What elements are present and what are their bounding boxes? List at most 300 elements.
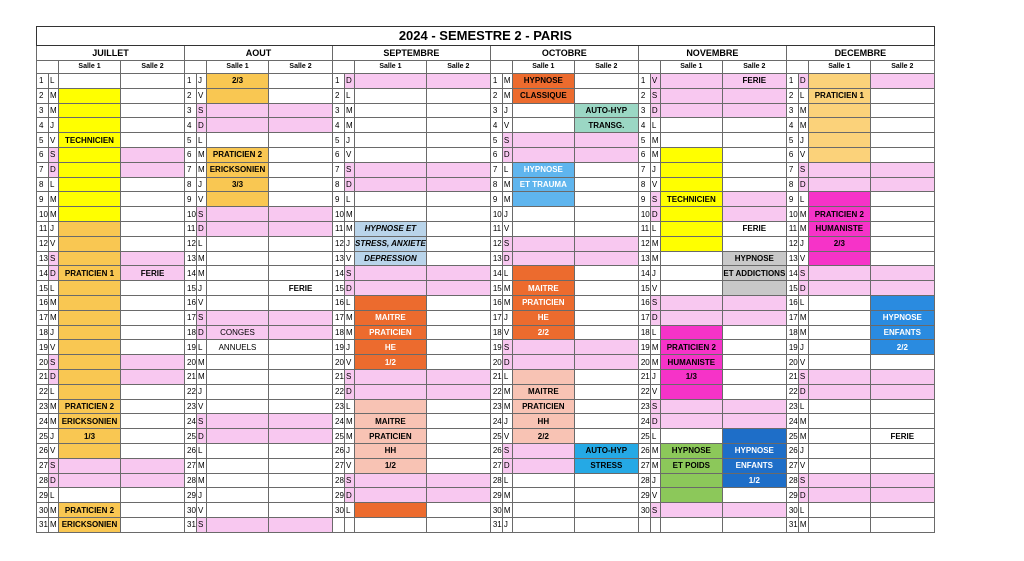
room2-cell[interactable] (426, 103, 490, 118)
room2-cell[interactable]: HYPNOSE (722, 443, 786, 458)
room1-cell[interactable] (59, 221, 121, 236)
room1-cell[interactable] (660, 118, 722, 133)
room2-cell[interactable] (870, 266, 934, 281)
room1-cell[interactable] (59, 118, 121, 133)
room1-cell[interactable]: ERICKSONIEN (59, 517, 121, 532)
room1-cell[interactable] (660, 399, 722, 414)
room1-cell[interactable]: HUMANISTE (660, 355, 722, 370)
room1-cell[interactable] (512, 192, 574, 207)
room1-cell[interactable] (207, 133, 269, 148)
room2-cell[interactable] (426, 88, 490, 103)
room1-cell[interactable] (660, 103, 722, 118)
room2-cell[interactable] (426, 325, 490, 340)
room2-cell[interactable] (269, 177, 333, 192)
room1-cell[interactable] (808, 429, 870, 444)
room2-cell[interactable] (870, 295, 934, 310)
room2-cell[interactable] (426, 517, 490, 532)
room2-cell[interactable] (426, 221, 490, 236)
room2-cell[interactable] (574, 473, 638, 488)
room1-cell[interactable]: HYPNOSE ET (355, 221, 427, 236)
room2-cell[interactable] (870, 355, 934, 370)
room2-cell[interactable] (269, 133, 333, 148)
room1-cell[interactable] (808, 503, 870, 518)
room1-cell[interactable] (808, 118, 870, 133)
room1-cell[interactable] (59, 325, 121, 340)
room2-cell[interactable] (870, 443, 934, 458)
room1-cell[interactable] (355, 488, 427, 503)
room1-cell[interactable] (512, 147, 574, 162)
room2-cell[interactable] (121, 147, 185, 162)
room1-cell[interactable] (660, 414, 722, 429)
room1-cell[interactable]: PRATICIEN 2 (660, 340, 722, 355)
room2-cell[interactable] (870, 147, 934, 162)
room1-cell[interactable]: MAITRE (512, 384, 574, 399)
room1-cell[interactable] (59, 251, 121, 266)
room2-cell[interactable] (121, 236, 185, 251)
room2-cell[interactable] (722, 236, 786, 251)
room2-cell[interactable] (121, 443, 185, 458)
room1-cell[interactable] (207, 88, 269, 103)
room2-cell[interactable] (722, 103, 786, 118)
room1-cell[interactable]: DEPRESSION (355, 251, 427, 266)
room1-cell[interactable] (660, 503, 722, 518)
room1-cell[interactable] (207, 355, 269, 370)
room1-cell[interactable] (660, 310, 722, 325)
room2-cell[interactable] (269, 221, 333, 236)
room1-cell[interactable] (355, 281, 427, 296)
room2-cell[interactable] (426, 236, 490, 251)
room2-cell[interactable] (870, 207, 934, 222)
room2-cell[interactable] (121, 221, 185, 236)
room2-cell[interactable] (269, 458, 333, 473)
room1-cell[interactable] (59, 488, 121, 503)
room2-cell[interactable] (269, 473, 333, 488)
room2-cell[interactable] (574, 281, 638, 296)
room1-cell[interactable] (808, 414, 870, 429)
room1-cell[interactable] (59, 88, 121, 103)
room1-cell[interactable] (59, 384, 121, 399)
room2-cell[interactable] (722, 118, 786, 133)
room2-cell[interactable] (574, 488, 638, 503)
room1-cell[interactable]: PRATICIEN 2 (59, 503, 121, 518)
room1-cell[interactable] (207, 236, 269, 251)
room2-cell[interactable] (870, 251, 934, 266)
room2-cell[interactable]: STRESS (574, 458, 638, 473)
room2-cell[interactable] (426, 414, 490, 429)
room1-cell[interactable] (660, 325, 722, 340)
room2-cell[interactable] (574, 384, 638, 399)
room1-cell[interactable] (59, 162, 121, 177)
room2-cell[interactable] (722, 310, 786, 325)
room2-cell[interactable] (269, 399, 333, 414)
room1-cell[interactable] (207, 384, 269, 399)
room1-cell[interactable] (808, 517, 870, 532)
room2-cell[interactable]: ET ADDICTIONS (722, 266, 786, 281)
room2-cell[interactable] (722, 192, 786, 207)
room1-cell[interactable] (355, 88, 427, 103)
room1-cell[interactable]: HYPNOSE (660, 443, 722, 458)
room2-cell[interactable]: FERIE (870, 429, 934, 444)
room1-cell[interactable]: 2/2 (512, 429, 574, 444)
room1-cell[interactable]: ERICKSONIEN (207, 162, 269, 177)
room2-cell[interactable] (121, 177, 185, 192)
room1-cell[interactable]: PRATICIEN 2 (808, 207, 870, 222)
room1-cell[interactable] (355, 473, 427, 488)
room1-cell[interactable] (512, 355, 574, 370)
room1-cell[interactable] (355, 103, 427, 118)
room2-cell[interactable] (870, 517, 934, 532)
room1-cell[interactable]: PRATICIEN 2 (207, 147, 269, 162)
room2-cell[interactable] (269, 74, 333, 89)
room1-cell[interactable] (808, 177, 870, 192)
room2-cell[interactable] (870, 384, 934, 399)
room1-cell[interactable] (59, 310, 121, 325)
room1-cell[interactable] (59, 207, 121, 222)
room1-cell[interactable] (355, 517, 427, 532)
room2-cell[interactable]: AUTO-HYP (574, 443, 638, 458)
room2-cell[interactable] (574, 355, 638, 370)
room2-cell[interactable] (870, 88, 934, 103)
room2-cell[interactable] (426, 207, 490, 222)
room2-cell[interactable] (722, 88, 786, 103)
room1-cell[interactable]: 2/2 (512, 325, 574, 340)
room2-cell[interactable] (722, 369, 786, 384)
room1-cell[interactable] (660, 384, 722, 399)
room2-cell[interactable] (269, 488, 333, 503)
room2-cell[interactable] (121, 399, 185, 414)
room2-cell[interactable] (269, 118, 333, 133)
room1-cell[interactable]: HYPNOSE (512, 162, 574, 177)
room1-cell[interactable] (512, 369, 574, 384)
room1-cell[interactable] (355, 118, 427, 133)
room2-cell[interactable] (121, 310, 185, 325)
room1-cell[interactable] (207, 369, 269, 384)
room2-cell[interactable] (426, 458, 490, 473)
room2-cell[interactable] (269, 503, 333, 518)
room2-cell[interactable] (870, 236, 934, 251)
room1-cell[interactable] (512, 443, 574, 458)
room2-cell[interactable] (426, 147, 490, 162)
room1-cell[interactable] (59, 295, 121, 310)
room1-cell[interactable]: PRATICIEN 2 (59, 399, 121, 414)
room1-cell[interactable] (660, 74, 722, 89)
room2-cell[interactable] (870, 221, 934, 236)
room1-cell[interactable] (808, 458, 870, 473)
room2-cell[interactable] (426, 443, 490, 458)
room2-cell[interactable] (269, 325, 333, 340)
room1-cell[interactable]: ANNUELS (207, 340, 269, 355)
room1-cell[interactable] (512, 266, 574, 281)
room2-cell[interactable]: FERIE (722, 221, 786, 236)
room1-cell[interactable]: MAITRE (355, 310, 427, 325)
room2-cell[interactable] (870, 414, 934, 429)
room2-cell[interactable] (722, 384, 786, 399)
room1-cell[interactable]: 3/3 (207, 177, 269, 192)
room1-cell[interactable] (355, 192, 427, 207)
room2-cell[interactable] (426, 251, 490, 266)
room2-cell[interactable]: ENFANTS (870, 325, 934, 340)
room1-cell[interactable] (207, 266, 269, 281)
room1-cell[interactable]: HYPNOSE (512, 74, 574, 89)
room1-cell[interactable] (355, 295, 427, 310)
room1-cell[interactable] (355, 384, 427, 399)
room2-cell[interactable] (426, 192, 490, 207)
room2-cell[interactable] (121, 118, 185, 133)
room2-cell[interactable] (121, 355, 185, 370)
room1-cell[interactable] (355, 133, 427, 148)
room1-cell[interactable] (207, 503, 269, 518)
room1-cell[interactable] (808, 192, 870, 207)
room1-cell[interactable] (660, 295, 722, 310)
room1-cell[interactable] (660, 133, 722, 148)
room2-cell[interactable] (426, 399, 490, 414)
room2-cell[interactable] (722, 295, 786, 310)
room1-cell[interactable] (512, 207, 574, 222)
room2-cell[interactable] (574, 236, 638, 251)
room2-cell[interactable] (870, 192, 934, 207)
room2-cell[interactable] (269, 369, 333, 384)
room1-cell[interactable]: ET POIDS (660, 458, 722, 473)
room1-cell[interactable] (59, 192, 121, 207)
room1-cell[interactable] (512, 236, 574, 251)
room2-cell[interactable] (426, 503, 490, 518)
room2-cell[interactable] (121, 369, 185, 384)
room2-cell[interactable] (870, 473, 934, 488)
room1-cell[interactable] (808, 355, 870, 370)
room2-cell[interactable] (269, 88, 333, 103)
room1-cell[interactable] (512, 488, 574, 503)
room1-cell[interactable] (660, 221, 722, 236)
room1-cell[interactable] (512, 251, 574, 266)
room1-cell[interactable] (660, 236, 722, 251)
room1-cell[interactable]: MAITRE (355, 414, 427, 429)
room2-cell[interactable] (269, 266, 333, 281)
room1-cell[interactable] (59, 177, 121, 192)
room2-cell[interactable] (269, 236, 333, 251)
room2-cell[interactable] (574, 340, 638, 355)
room2-cell[interactable] (870, 177, 934, 192)
room1-cell[interactable] (355, 266, 427, 281)
room2-cell[interactable] (121, 414, 185, 429)
room2-cell[interactable] (722, 162, 786, 177)
room1-cell[interactable] (207, 429, 269, 444)
room1-cell[interactable]: 1/2 (355, 458, 427, 473)
room2-cell[interactable] (426, 177, 490, 192)
room1-cell[interactable] (808, 310, 870, 325)
room1-cell[interactable]: MAITRE (512, 281, 574, 296)
room2-cell[interactable] (722, 281, 786, 296)
room1-cell[interactable] (660, 517, 722, 532)
room2-cell[interactable] (426, 118, 490, 133)
room2-cell[interactable] (426, 266, 490, 281)
room1-cell[interactable] (59, 281, 121, 296)
room2-cell[interactable] (574, 369, 638, 384)
room2-cell[interactable] (574, 310, 638, 325)
room2-cell[interactable]: FERIE (722, 74, 786, 89)
room1-cell[interactable] (660, 473, 722, 488)
room2-cell[interactable] (426, 369, 490, 384)
room2-cell[interactable] (574, 429, 638, 444)
room2-cell[interactable] (426, 488, 490, 503)
room2-cell[interactable]: FERIE (121, 266, 185, 281)
room2-cell[interactable] (121, 488, 185, 503)
room1-cell[interactable]: HE (512, 310, 574, 325)
room2-cell[interactable] (269, 340, 333, 355)
room1-cell[interactable] (207, 118, 269, 133)
room1-cell[interactable] (59, 147, 121, 162)
room2-cell[interactable] (269, 517, 333, 532)
room1-cell[interactable] (660, 281, 722, 296)
room1-cell[interactable] (207, 281, 269, 296)
room2-cell[interactable] (269, 429, 333, 444)
room1-cell[interactable] (660, 147, 722, 162)
room1-cell[interactable] (808, 147, 870, 162)
room1-cell[interactable] (59, 369, 121, 384)
room1-cell[interactable] (355, 399, 427, 414)
room2-cell[interactable] (870, 103, 934, 118)
room2-cell[interactable]: ENFANTS (722, 458, 786, 473)
room2-cell[interactable] (574, 147, 638, 162)
room2-cell[interactable] (269, 443, 333, 458)
room1-cell[interactable] (59, 355, 121, 370)
room1-cell[interactable] (59, 236, 121, 251)
room2-cell[interactable] (722, 503, 786, 518)
room1-cell[interactable]: PRATICIEN 1 (808, 88, 870, 103)
room1-cell[interactable]: 1/3 (660, 369, 722, 384)
room2-cell[interactable] (722, 414, 786, 429)
room2-cell[interactable] (574, 74, 638, 89)
room1-cell[interactable] (808, 340, 870, 355)
room2-cell[interactable]: 2/2 (870, 340, 934, 355)
room1-cell[interactable]: ERICKSONIEN (59, 414, 121, 429)
room1-cell[interactable]: STRESS, ANXIETE (355, 236, 427, 251)
room1-cell[interactable] (207, 488, 269, 503)
room2-cell[interactable] (121, 517, 185, 532)
room1-cell[interactable]: 1/3 (59, 429, 121, 444)
room1-cell[interactable]: TECHNICIEN (59, 133, 121, 148)
room2-cell[interactable] (870, 458, 934, 473)
room2-cell[interactable] (722, 207, 786, 222)
room2-cell[interactable] (121, 162, 185, 177)
room2-cell[interactable] (722, 147, 786, 162)
room2-cell[interactable] (722, 355, 786, 370)
room1-cell[interactable] (660, 488, 722, 503)
room2-cell[interactable] (574, 251, 638, 266)
room2-cell[interactable] (574, 295, 638, 310)
room2-cell[interactable] (870, 162, 934, 177)
room2-cell[interactable] (426, 355, 490, 370)
room2-cell[interactable] (574, 88, 638, 103)
room1-cell[interactable] (808, 133, 870, 148)
room2-cell[interactable] (426, 473, 490, 488)
room1-cell[interactable] (512, 103, 574, 118)
room2-cell[interactable] (121, 88, 185, 103)
room1-cell[interactable] (207, 103, 269, 118)
room2-cell[interactable]: HYPNOSE (722, 251, 786, 266)
room1-cell[interactable]: PRATICIEN (512, 295, 574, 310)
room1-cell[interactable] (660, 207, 722, 222)
room1-cell[interactable]: HE (355, 340, 427, 355)
room1-cell[interactable]: CONGES (207, 325, 269, 340)
room2-cell[interactable] (121, 295, 185, 310)
room1-cell[interactable] (512, 473, 574, 488)
room1-cell[interactable] (59, 458, 121, 473)
room2-cell[interactable] (269, 295, 333, 310)
room1-cell[interactable] (808, 251, 870, 266)
room2-cell[interactable] (722, 340, 786, 355)
room1-cell[interactable] (59, 74, 121, 89)
room1-cell[interactable] (207, 399, 269, 414)
room2-cell[interactable] (574, 177, 638, 192)
room1-cell[interactable]: PRATICIEN (512, 399, 574, 414)
room2-cell[interactable] (121, 325, 185, 340)
room2-cell[interactable]: FERIE (269, 281, 333, 296)
room1-cell[interactable] (207, 295, 269, 310)
room2-cell[interactable] (269, 162, 333, 177)
room1-cell[interactable]: CLASSIQUE (512, 88, 574, 103)
room2-cell[interactable] (574, 162, 638, 177)
room1-cell[interactable] (808, 295, 870, 310)
room2-cell[interactable] (722, 488, 786, 503)
room1-cell[interactable] (808, 488, 870, 503)
room2-cell[interactable] (269, 310, 333, 325)
room2-cell[interactable] (121, 340, 185, 355)
room2-cell[interactable] (121, 74, 185, 89)
room2-cell[interactable] (426, 133, 490, 148)
room1-cell[interactable] (355, 177, 427, 192)
room2-cell[interactable] (121, 384, 185, 399)
room1-cell[interactable]: 1/2 (355, 355, 427, 370)
room2-cell[interactable] (121, 103, 185, 118)
room1-cell[interactable] (355, 503, 427, 518)
room1-cell[interactable] (355, 147, 427, 162)
room2-cell[interactable] (870, 488, 934, 503)
room1-cell[interactable] (512, 118, 574, 133)
room2-cell[interactable] (722, 399, 786, 414)
room1-cell[interactable] (660, 177, 722, 192)
room2-cell[interactable] (426, 429, 490, 444)
room1-cell[interactable] (808, 162, 870, 177)
room2-cell[interactable] (269, 251, 333, 266)
room2-cell[interactable] (722, 133, 786, 148)
room2-cell[interactable] (426, 295, 490, 310)
room2-cell[interactable] (426, 162, 490, 177)
room2-cell[interactable] (121, 251, 185, 266)
room1-cell[interactable] (207, 251, 269, 266)
room1-cell[interactable] (660, 251, 722, 266)
room1-cell[interactable]: HUMANISTE (808, 221, 870, 236)
room2-cell[interactable] (870, 399, 934, 414)
room1-cell[interactable] (207, 221, 269, 236)
room1-cell[interactable] (207, 192, 269, 207)
room2-cell[interactable] (870, 118, 934, 133)
room2-cell[interactable] (121, 458, 185, 473)
room2-cell[interactable] (121, 133, 185, 148)
room1-cell[interactable] (59, 103, 121, 118)
room2-cell[interactable]: TRANSG. (574, 118, 638, 133)
room2-cell[interactable] (870, 133, 934, 148)
room2-cell[interactable] (121, 503, 185, 518)
room1-cell[interactable] (808, 103, 870, 118)
room2-cell[interactable] (574, 325, 638, 340)
room1-cell[interactable]: HH (355, 443, 427, 458)
room1-cell[interactable] (808, 384, 870, 399)
room2-cell[interactable] (426, 384, 490, 399)
room1-cell[interactable] (207, 414, 269, 429)
room1-cell[interactable]: TECHNICIEN (660, 192, 722, 207)
room1-cell[interactable] (59, 340, 121, 355)
room2-cell[interactable] (269, 147, 333, 162)
